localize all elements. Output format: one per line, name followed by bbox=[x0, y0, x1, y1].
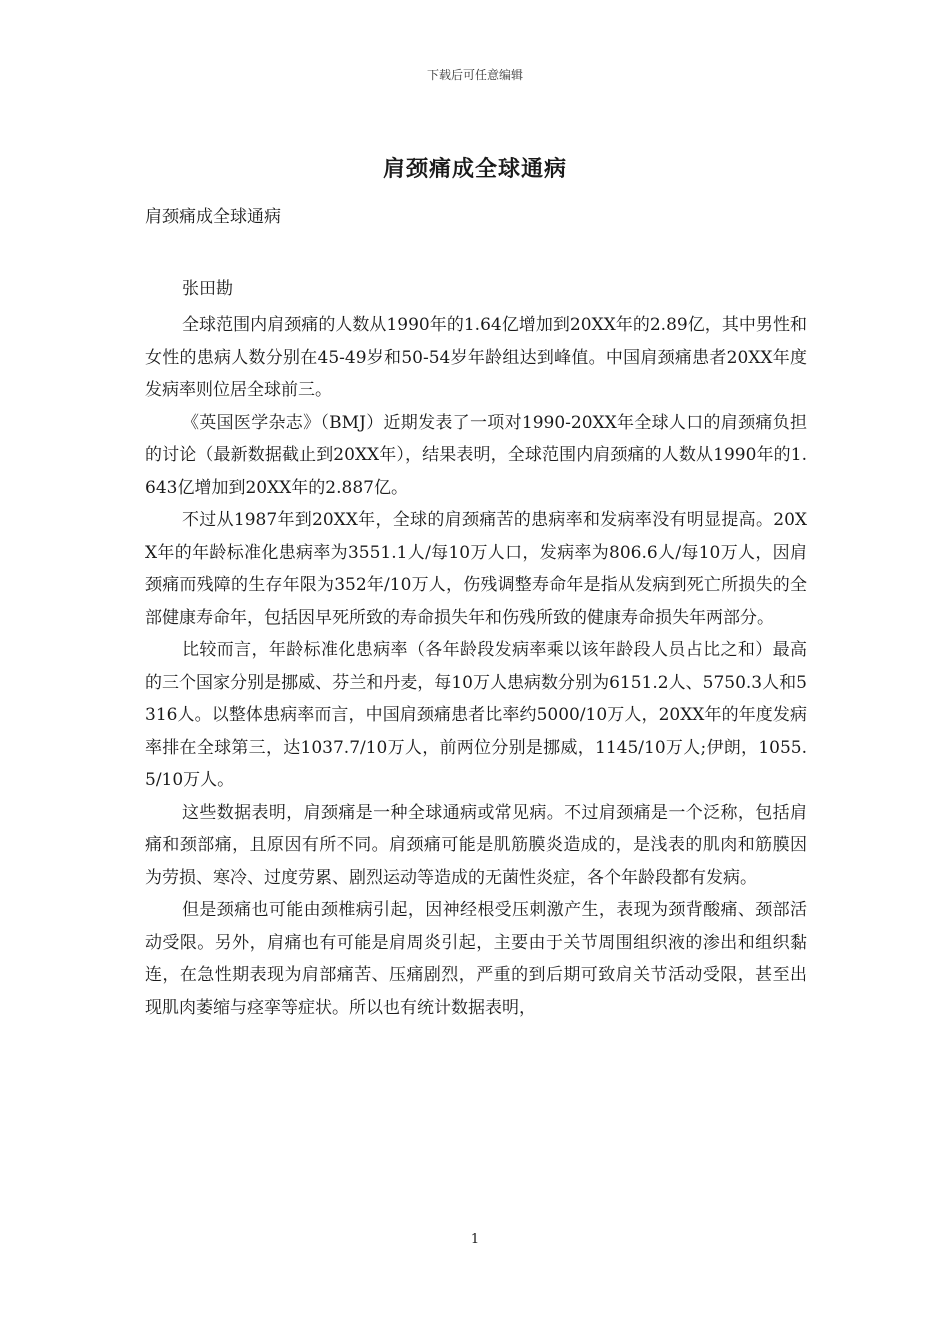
page-header: 下载后可任意编辑 bbox=[426, 68, 523, 82]
article-body bbox=[145, 309, 807, 1024]
page-number: 1 bbox=[470, 1232, 480, 1247]
document-title: 肩颈痛成全球通病 bbox=[382, 157, 567, 182]
author-name: 张田勘 bbox=[182, 279, 233, 299]
paragraph: 这些数据表明，肩颈痛是一种全球通病或常见病。不过肩颈痛是一个泛称，包括肩痛和颈部痛，且原因有所不同。肩颈痛可能是肌筋膜炎造成的，是浅表的肌肉和筋膜因为劳损、寒冷、过度劳累、剧烈运动等造成的无菌性炎症，各个年龄段都有发病。 bbox=[145, 802, 807, 888]
paragraph: 全球范围内肩颈痛的人数从1990年的1.64亿增加到20XX年的2.89亿，其中男性和女性的患病人数分别在45-49岁和50-54岁年龄组达到峰值。中国肩颈痛患者20XX年度发病率则位居全球前三。 bbox=[145, 315, 807, 400]
document-subtitle: 肩颈痛成全球通病 bbox=[145, 207, 281, 227]
paragraph: 《英国医学杂志》（BMJ）近期发表了一项对1990-20XX年全球人口的肩颈痛负担的讨论（最新数据截止到20XX年），结果表明，全球范围内肩颈痛的人数从1990年的1.643亿增加到20XX年的2.887亿。 bbox=[145, 412, 807, 498]
paragraph: 但是颈痛也可能由颈椎病引起，因神经根受压刺激产生，表现为颈背酸痛、颈部活动受限。另外，肩痛也有可能是肩周炎引起，主要由于关节周围组织液的渗出和组织黏连，在急性期表现为肩部痛苦、压痛剧烈，严重的到后期可致肩关节活动受限，甚至出现肌肉萎缩与痉挛等症状。所以也有统计数据表明， bbox=[145, 900, 807, 1018]
paragraph: 比较而言，年龄标准化患病率（各年龄段发病率乘以该年龄段人员占比之和）最高的三个国家分别是挪威、芬兰和丹麦，每10万人患病数分别为6151.2人、5750.3人和5316人。以整体患病率而言，中国肩颈痛患者比率约5000/10万人，20XX年的年度发病率排在全球第三，达1037.7/10万人，前两位分别是挪威，1145/10万人;伊朗，1055.5/10万人。 bbox=[145, 640, 807, 790]
paragraph: 不过从1987年到20XX年，全球的肩颈痛苦的患病率和发病率没有明显提高。20XX年的年龄标准化患病率为3551.1人/每10万人口，发病率为806.6人/每10万人，因肩颈痛而残障的生存年限为352年/10万人，伤残调整寿命年是指从发病到死亡所损失的全部健康寿命年，包括因早死所致的寿命损失年和伤残所致的健康寿命损失年两部分。 bbox=[145, 510, 807, 628]
